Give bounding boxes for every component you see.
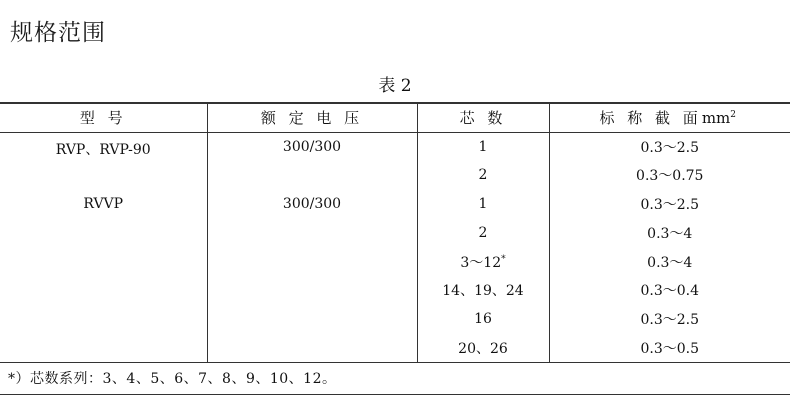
model-cell: RVP、RVP-90	[0, 132, 207, 190]
column-header-area-label: 标 称 截 面	[599, 109, 702, 128]
table-header-row	[0, 103, 790, 132]
area-cell: 0.3～4	[549, 218, 790, 247]
footnote: *）芯数系列：3、4、5、6、7、8、9、10、12。	[0, 362, 790, 394]
cores-cell	[417, 132, 549, 161]
cores-value: 1	[478, 138, 488, 155]
cores-footnote-mark: *	[501, 253, 506, 264]
voltage-cell: 300/300	[207, 190, 417, 363]
cores-value: 2	[478, 224, 488, 241]
cores-cell	[417, 276, 549, 305]
area-unit-sup: 2	[730, 110, 740, 121]
cores-cell	[417, 247, 549, 276]
cores-value: 14、19、24	[442, 283, 524, 300]
cores-cell	[417, 218, 549, 247]
area-cell: 0.3～0.75	[549, 161, 790, 190]
area-cell: 0.3～2.5	[549, 190, 790, 219]
cores-value: 1	[478, 195, 488, 212]
page-title: 规格范围	[10, 20, 106, 46]
cores-cell	[417, 334, 549, 363]
cores-value: 3～12	[460, 254, 502, 271]
column-header-cores: 芯 数	[417, 103, 549, 132]
table-row	[0, 190, 790, 219]
area-cell: 0.3～2.5	[549, 132, 790, 161]
cores-value: 16	[474, 311, 492, 328]
column-header-model: 型 号	[0, 103, 207, 132]
area-cell: 0.3～2.5	[549, 305, 790, 334]
area-unit: mm	[701, 109, 731, 128]
voltage-cell: 300/300	[207, 132, 417, 190]
cores-value: 2	[478, 167, 488, 184]
footnote-row	[0, 362, 790, 394]
model-cell: RVVP	[0, 190, 207, 363]
area-cell: 0.3～4	[549, 247, 790, 276]
area-cell: 0.3～0.5	[549, 334, 790, 363]
column-header-area	[549, 103, 790, 132]
cores-cell	[417, 161, 549, 190]
table-row	[0, 132, 790, 161]
cores-value: 20、26	[458, 340, 508, 357]
table-caption: 表 2	[378, 76, 412, 96]
cores-cell	[417, 305, 549, 334]
spec-table	[0, 102, 790, 395]
cores-cell	[417, 190, 549, 219]
table-body	[0, 132, 790, 362]
column-header-voltage: 额 定 电 压	[207, 103, 417, 132]
area-cell: 0.3～0.4	[549, 276, 790, 305]
